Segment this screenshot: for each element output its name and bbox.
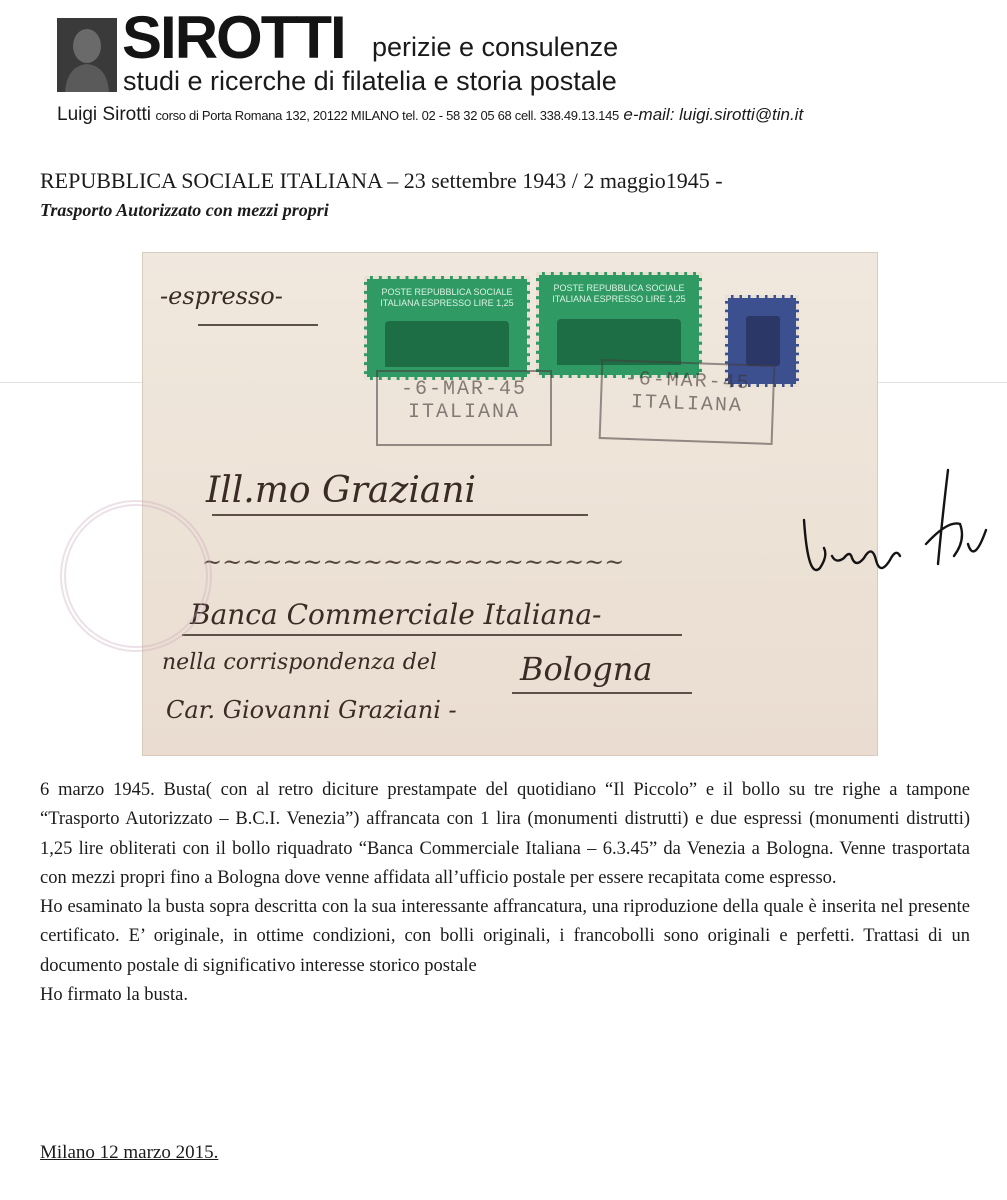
handwritten-sender: Car. Giovanni Graziani - <box>166 696 457 724</box>
express-stamp-left <box>364 276 530 380</box>
underline <box>198 324 318 326</box>
handwritten-city: Bologna <box>520 650 653 688</box>
examination-paragraph: Ho esaminato la busta sopra descritta con la sua interessante affrancatura, una riproduzione della quale è inserita nel presente certificato. E’ originale, in ottime condizioni, con bolli originali, i francobolli sono originali e perfetti. Trattasi di un documento postale di significativo interesse storico postale <box>40 897 970 976</box>
tagline-studies: studi e ricerche di filatelia e storia postale <box>123 66 617 96</box>
stamp-text: POSTE REPUBBLICA SOCIALE ITALIANA ESPRESSO LIRE 1,25 <box>380 287 514 308</box>
contact-address: corso di Porta Romana 132, 20122 MILANO tel. 02 - 58 32 05 68 cell. 338.49.13.145 <box>155 108 619 123</box>
cancellation-mark-left <box>376 370 552 446</box>
contact-line <box>57 104 803 126</box>
cancellation-mark-right <box>599 359 776 445</box>
expert-signature <box>798 460 988 600</box>
certificate-text <box>40 776 970 1010</box>
envelope-image <box>142 252 878 756</box>
cancel-date: -6-MAR-45 <box>400 378 528 401</box>
document-subtitle: Trasporto Autorizzato con mezzi propri <box>40 200 329 220</box>
faint-seal-watermark <box>60 500 212 652</box>
handwritten-espresso: -espresso- <box>160 282 283 310</box>
contact-name: Luigi Sirotti <box>57 104 151 125</box>
letterhead <box>0 0 1007 140</box>
place-date: Milano 12 marzo 2015. <box>40 1142 219 1163</box>
description-paragraph: 6 marzo 1945. Busta( con al retro diciture prestampate del quotidiano “Il Piccolo” e il bollo su tre righe a tampone “Trasporto Autorizzato – B.C.I. Venezia”) affrancata con 1 lira (monumenti distrutti) e due espressi (monumenti distrutti) 1,25 lire obliterati con il bollo riquadrato “Banca Commerciale Italiana – 6.3.45” da Venezia a Bologna. Venne trasportata con mezzi propri fino a Bologna dove venne affidata all’ufficio postale per essere recapitata come espresso. <box>40 780 970 888</box>
tagline-consulting: perizie e consulenze <box>372 32 619 62</box>
stamp-text: POSTE REPUBBLICA SOCIALE ITALIANA ESPRESSO LIRE 1,25 <box>552 283 686 304</box>
cancel-date: -6-MAR-45 <box>624 367 752 396</box>
underline <box>512 692 692 694</box>
cancel-text: ITALIANA <box>407 401 520 424</box>
handwritten-bank: Banca Commerciale Italiana- <box>190 598 602 631</box>
signed-note: Ho firmato la busta. <box>40 985 188 1006</box>
handwritten-addressee: Ill.mo Graziani <box>206 470 477 511</box>
brand-name: SIROTTI <box>122 4 345 71</box>
handwritten-correspondence: nella corrispondenza del <box>162 650 437 675</box>
document-title: REPUBBLICA SOCIALE ITALIANA – 23 settembre 1943 / 2 maggio1945 - <box>40 168 723 193</box>
monument-picture <box>557 319 681 365</box>
handwritten-scribble: ~~~~~~~~~~~~~~~~~~~~~ <box>202 548 625 576</box>
contact-email: e-mail: luigi.sirotti@tin.it <box>623 105 804 124</box>
underline <box>212 514 588 516</box>
portrait-logo <box>57 18 117 92</box>
cancel-text: ITALIANA <box>630 391 744 418</box>
underline <box>182 634 682 636</box>
monument-picture <box>746 316 780 366</box>
monument-picture <box>385 321 509 367</box>
